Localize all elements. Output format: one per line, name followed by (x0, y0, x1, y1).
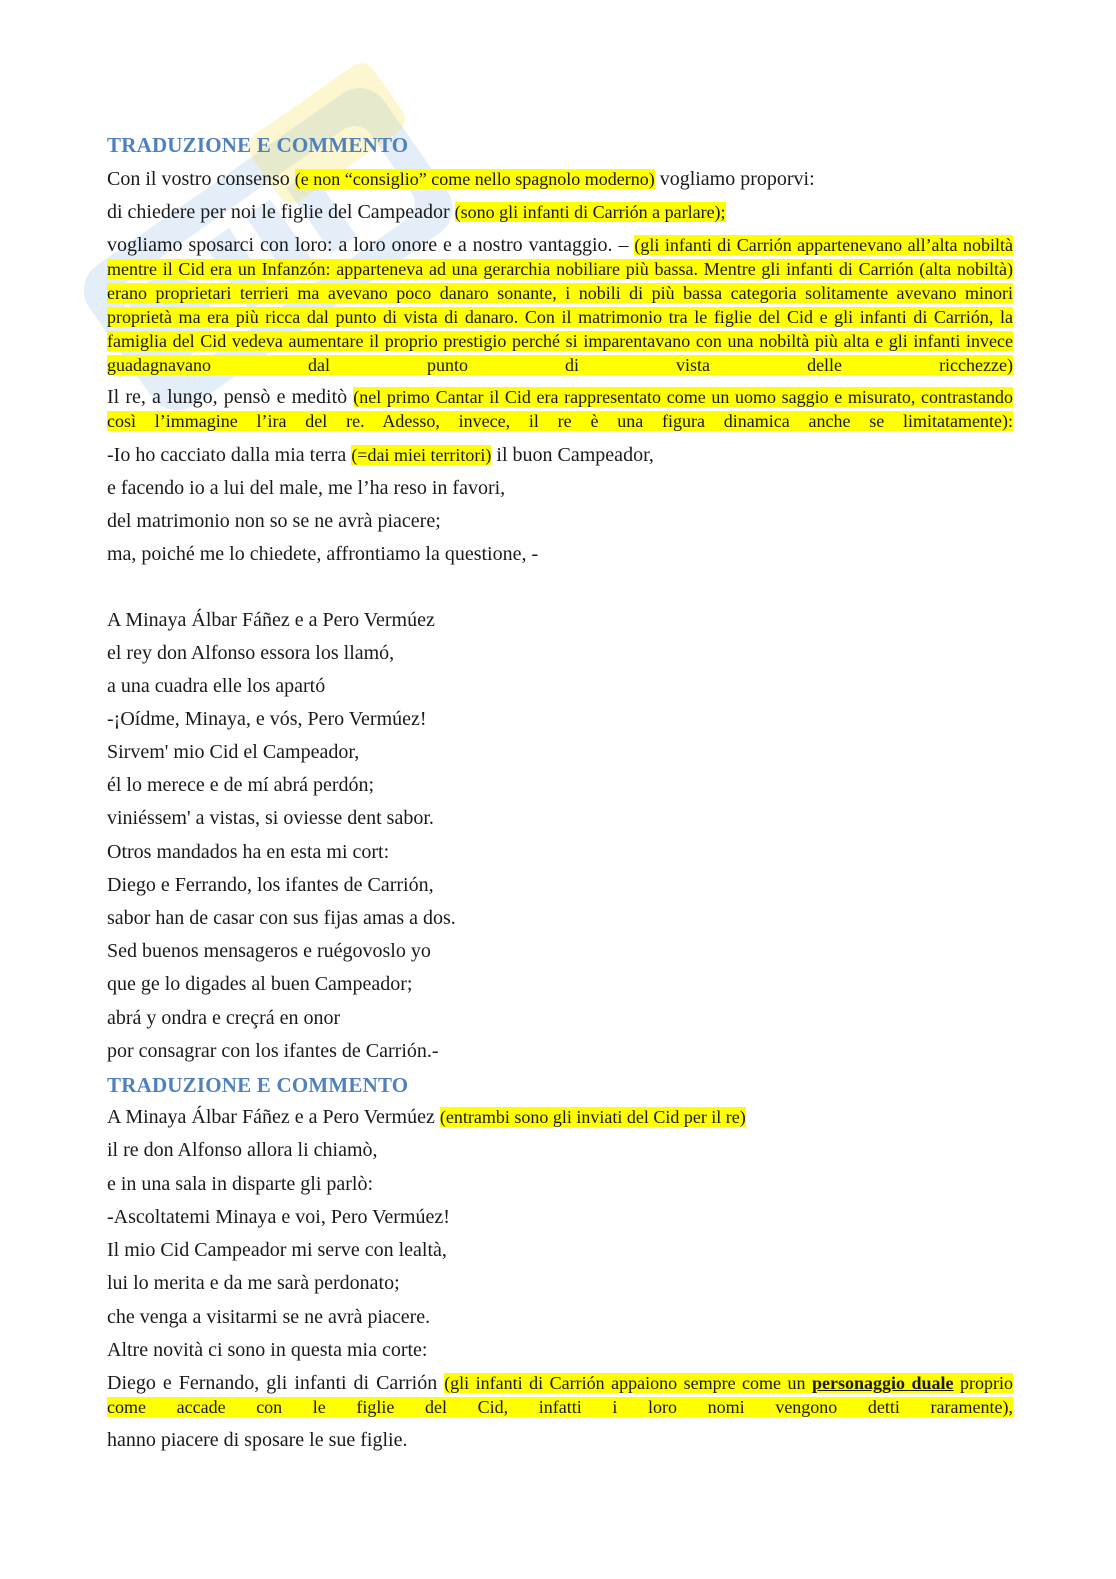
note-text: (gli infanti di Carrión appaiono sempre come un (444, 1373, 812, 1393)
spanish-verse: viniéssem' a vistas, si oviesse dent sabor. (107, 807, 434, 829)
highlighted-note: (gli infanti di Carrión appartenevano all’alta nobiltà mentre il Cid era un Infanzón: apparteneva ad una gerarchia nobiliare più bassa. Mentre gli infanti di Carrión (alta nobiltà) erano proprietari terrieri ma avevano poco danaro sonante, i nobili di più bassa categoria solitamente avevano minori proprietà ma era più ricca dal punto di vista di danaro. Con il matrimonio tra le figlie del Cid e gli infanti di Carrión, la famiglia del Cid vedeva aumentare il proprio prestigio perché si imparentavano con una nobiltà più alta e gli infanti invece guadagnavano dal punto di vista delle ricchezze) (107, 235, 1013, 375)
line-text: Il re, a lungo, pensò e meditò (107, 386, 354, 408)
section-heading-1: TRADUZIONE E COMMENTO (107, 133, 409, 157)
spanish-verse: -¡Oídme, Minaya, e vós, Pero Vermúez! (107, 708, 427, 730)
translation-line: e facendo io a lui del male, me l’ha reso in favori, (107, 477, 506, 499)
line-text: vogliamo proporvi: (654, 168, 815, 190)
translation-line (107, 443, 654, 467)
translation-line: -Ascoltatemi Minaya e voi, Pero Vermúez! (107, 1206, 450, 1228)
line-text: A Minaya Álbar Fáñez e a Pero Vermúez (107, 1106, 440, 1128)
translation-paragraph (107, 1371, 1013, 1419)
translation-line (107, 167, 815, 191)
spanish-verse: sabor han de casar con sus fijas amas a dos. (107, 907, 456, 929)
translation-paragraph (107, 385, 1013, 433)
spanish-verse: A Minaya Álbar Fáñez e a Pero Vermúez (107, 609, 435, 631)
translation-line: ma, poiché me lo chiedete, affrontiamo la questione, - (107, 543, 539, 565)
spanish-verse: Sirvem' mio Cid el Campeador, (107, 741, 360, 763)
translation-line: lui lo merita e da me sarà perdonato; (107, 1272, 400, 1294)
line-text: di chiedere per noi le figlie del Campeador (107, 201, 455, 223)
line-text: il buon Campeador, (491, 444, 654, 466)
spanish-verse: Diego e Ferrando, los ifantes de Carrión, (107, 874, 434, 896)
translation-line (107, 1105, 746, 1129)
translation-line: del matrimonio non so se ne avrà piacere; (107, 510, 441, 532)
spanish-verse: que ge lo digades al buen Campeador; (107, 973, 413, 995)
translation-line: il re don Alfonso allora li chiamò, (107, 1139, 378, 1161)
highlighted-note: (sono gli infanti di Carrión a parlare); (454, 202, 726, 222)
section-heading-2: TRADUZIONE E COMMENTO (107, 1073, 409, 1097)
spanish-verse: Otros mandados ha en esta mi cort: (107, 841, 390, 863)
spanish-verse: el rey don Alfonso essora los llamó, (107, 642, 395, 664)
spanish-verse: él lo merece e de mí abrá perdón; (107, 774, 375, 796)
highlighted-note: (entrambi sono gli inviati del Cid per il re) (439, 1107, 746, 1127)
emphasis-term: personaggio duale (812, 1373, 954, 1393)
highlighted-note: (e non “consiglio” come nello spagnolo moderno) (294, 169, 655, 189)
translation-line (107, 200, 726, 224)
translation-line: hanno piacere di sposare le sue figlie. (107, 1429, 408, 1451)
translation-line: Il mio Cid Campeador mi serve con lealtà, (107, 1239, 447, 1261)
spanish-verse: Sed buenos mensageros e ruégovoslo yo (107, 940, 431, 962)
highlighted-note: (=dai miei territori) (351, 445, 492, 465)
spanish-verse: a una cuadra elle los apartó (107, 675, 326, 697)
line-text: Con il vostro consenso (107, 168, 295, 190)
line-text: vogliamo sposarci con loro: a loro onore e a nostro vantaggio. – (107, 234, 635, 256)
translation-line: che venga a visitarmi se ne avrà piacere. (107, 1306, 431, 1328)
line-text: Diego e Fernando, gli infanti di Carrión (107, 1372, 445, 1394)
spanish-verse: por consagrar con los ifantes de Carrión.- (107, 1040, 439, 1062)
note-text: proprio come accade con le figlie del Cid, infatti i loro nomi vengono detti raramente), (107, 1373, 1013, 1417)
line-text: -Io ho cacciato dalla mia terra (107, 444, 352, 466)
translation-line: Altre novità ci sono in questa mia corte: (107, 1339, 428, 1361)
translation-line: e in una sala in disparte gli parlò: (107, 1173, 374, 1195)
translation-paragraph (107, 233, 1013, 377)
highlighted-note: (nel primo Cantar il Cid era rappresentato come un uomo saggio e misurato, contrastando così l’immagine l’ira del re. Adesso, invece, il re è una figura dinamica anche se limitatamente): (107, 387, 1013, 431)
spanish-verse: abrá y ondra e creçrá en onor (107, 1007, 341, 1029)
